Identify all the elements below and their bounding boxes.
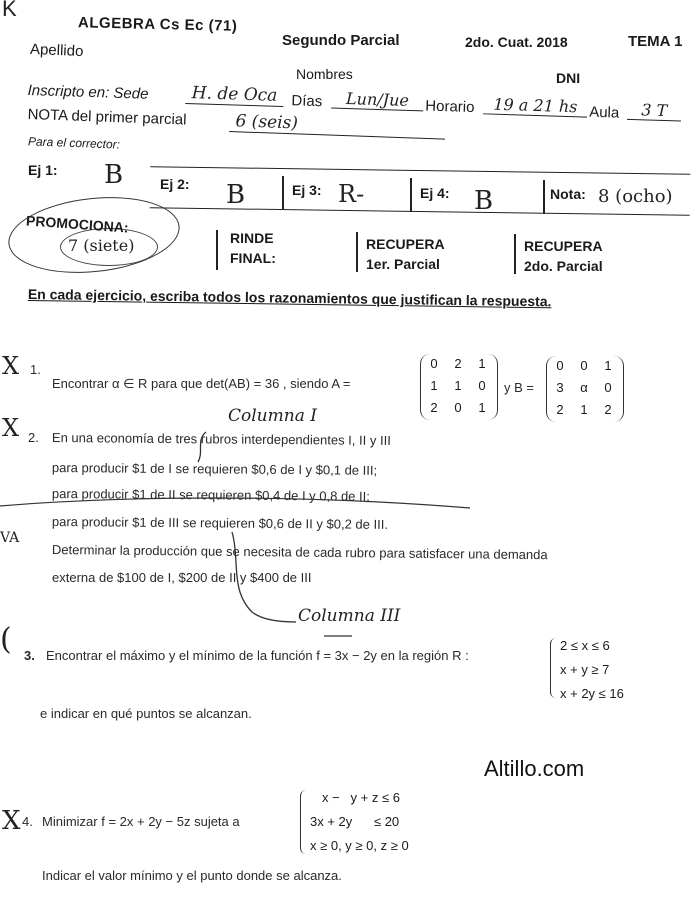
- horario-label: Horario: [425, 97, 475, 117]
- nota-primer-value: 6 (seis): [229, 111, 446, 140]
- ex3-constraint: x + 2y ≤ 16: [560, 686, 624, 701]
- grading-row-2: [216, 226, 690, 274]
- row2-divider-1: [356, 232, 358, 272]
- ej3-label: Ej 3:: [292, 182, 322, 198]
- matrix-b-cell: 2: [604, 402, 612, 417]
- nota-final-grade: 8 (ocho): [598, 186, 673, 207]
- instruction-text: En cada ejercicio, escriba todos los razonamientos que justifican la respuesta.: [27, 286, 552, 310]
- grade-divider-2: [410, 178, 412, 212]
- ex4-line2: Indicar el valor mínimo y el punto donde se alcanza.: [42, 868, 342, 883]
- matrix-a-cell: 1: [478, 356, 486, 371]
- inscripto-label: Inscripto en: Sede: [27, 81, 149, 103]
- ex3-text: Encontrar el máximo y el mínimo de la función f = 3x − 2y en la región R :: [46, 648, 469, 663]
- matrix-a-cell: 0: [478, 378, 486, 393]
- grade-divider-3: [543, 180, 545, 214]
- row2-divider-2: [514, 234, 516, 274]
- sede-value: H. de Oca: [185, 83, 284, 107]
- matrix-a-cell: 0: [454, 400, 462, 415]
- ex2-line1: En una economía de tres rubros interdependientes I, II y III: [51, 430, 391, 448]
- ej4-label: Ej 4:: [420, 185, 450, 201]
- dias-value: Lun/Jue: [331, 89, 424, 112]
- nombres-label: Nombres: [296, 66, 353, 82]
- matrix-b-cell: 0: [580, 358, 588, 373]
- rinde-line2: FINAL:: [230, 250, 276, 266]
- matrix-a-cell: 2: [430, 400, 438, 415]
- ex4-number: 4.: [22, 814, 33, 829]
- matrix-b-cell: 0: [604, 380, 612, 395]
- ex2-line6: externa de $100 de I, $200 de II y $400 de III: [52, 570, 312, 585]
- matrix-b-cell: 0: [556, 358, 564, 373]
- matrix-a-cell: 0: [430, 356, 438, 371]
- promociona-value: 7 (siete): [68, 236, 135, 255]
- ex2-note-column3: Columna III: [298, 606, 401, 626]
- aula-value: 3 T: [627, 100, 682, 122]
- rinde-line1: RINDE: [230, 230, 274, 246]
- recupera2-line2: 2do. Parcial: [524, 258, 603, 274]
- ex3-constraint: x + y ≥ 7: [560, 662, 610, 677]
- corrector-label: Para el corrector:: [27, 134, 121, 152]
- horario-value: 19 a 21 hs: [483, 94, 588, 117]
- ex3-number: 3.: [24, 648, 35, 663]
- grade-divider-1: [282, 176, 284, 210]
- tema-label: TEMA 1: [628, 33, 683, 50]
- aula-label: Aula: [588, 103, 620, 122]
- ej1-label: Ej 1:: [28, 162, 58, 178]
- matrix-b-cell: 1: [580, 402, 588, 417]
- matrix-a-cell: 1: [478, 400, 486, 415]
- matrix-b: [546, 356, 624, 422]
- recupera2-line1: RECUPERA: [524, 238, 603, 254]
- dias-label: Días: [291, 92, 323, 111]
- matrix-b-cell: 3: [556, 380, 564, 395]
- ex3-brace: [550, 638, 559, 698]
- ej2-label: Ej 2:: [160, 176, 190, 192]
- ex4-mark: X: [2, 806, 21, 836]
- ej1-grade: B: [104, 160, 124, 190]
- promociona-label: PROMOCIONA:: [25, 212, 130, 236]
- recupera1-line1: RECUPERA: [366, 236, 445, 252]
- matrix-a-cell: 1: [454, 378, 462, 393]
- ej4-grade: B: [474, 186, 494, 216]
- ex2-number: 2.: [28, 430, 39, 445]
- ex4-constraint: x − y + z ≤ 6: [322, 790, 400, 805]
- matrix-a: [420, 354, 498, 420]
- course-title: ALGEBRA Cs Ec (71): [77, 14, 238, 35]
- ex2-mark: X: [2, 414, 20, 442]
- matrix-a-cell: 1: [430, 378, 438, 393]
- ex4-constraint: 3x + 2y ≤ 20: [310, 814, 400, 829]
- watermark: Altillo.com: [484, 756, 585, 781]
- nota-primer-label: NOTA del primer parcial: [27, 105, 187, 129]
- dni-label: DNI: [556, 70, 581, 86]
- ej2-grade: B: [226, 180, 246, 210]
- row2-left-border: [216, 230, 218, 270]
- corner-mark: K: [2, 0, 17, 21]
- ex3-mark: (: [0, 622, 12, 657]
- ex1-number: 1.: [30, 362, 41, 377]
- recupera1-line2: 1er. Parcial: [366, 256, 440, 272]
- apellido-label: Apellido: [29, 40, 84, 61]
- matrix-b-cell: α: [580, 380, 588, 395]
- exam-title: Segundo Parcial: [282, 32, 400, 49]
- ex2-note-column1: Columna I: [228, 406, 317, 426]
- ex1-and-b: y B =: [504, 380, 534, 395]
- ex4-text: Minimizar f = 2x + 2y − 5z sujeta a: [42, 814, 240, 829]
- matrix-a-cell: 2: [454, 356, 462, 371]
- ex3-constraint: 2 ≤ x ≤ 6: [560, 638, 610, 653]
- matrix-b-cell: 1: [604, 358, 612, 373]
- ex1-mark: X: [2, 352, 20, 380]
- matrix-b-cell: 2: [556, 402, 564, 417]
- ex2-margin-note: VA: [0, 530, 20, 546]
- ex2-line3: para producir $1 de II se requieren $0,4 de I y 0,8 de II;: [51, 486, 370, 504]
- exam-term: 2do. Cuat. 2018: [465, 34, 568, 50]
- nota-final-label: Nota:: [550, 186, 586, 202]
- ex1-text: Encontrar α ∈ R para que det(AB) = 36 , siendo A =: [52, 376, 351, 391]
- ex2-line2: para producir $1 de I se requieren $0,6 de I y $0,1 de III;: [51, 460, 378, 478]
- ex3-line2: e indicar en qué puntos se alcanzan.: [40, 706, 252, 721]
- ej3-grade: R-: [338, 180, 365, 208]
- ex4-constraint: x ≥ 0, y ≥ 0, z ≥ 0: [310, 838, 409, 853]
- ex2-line4: para producir $1 de III se requieren $0,6 de II y $0,2 de III.: [51, 514, 389, 532]
- ex4-brace: [300, 790, 309, 854]
- ex2-line5: Determinar la producción que se necesita de cada rubro para satisfacer una demanda: [51, 542, 548, 563]
